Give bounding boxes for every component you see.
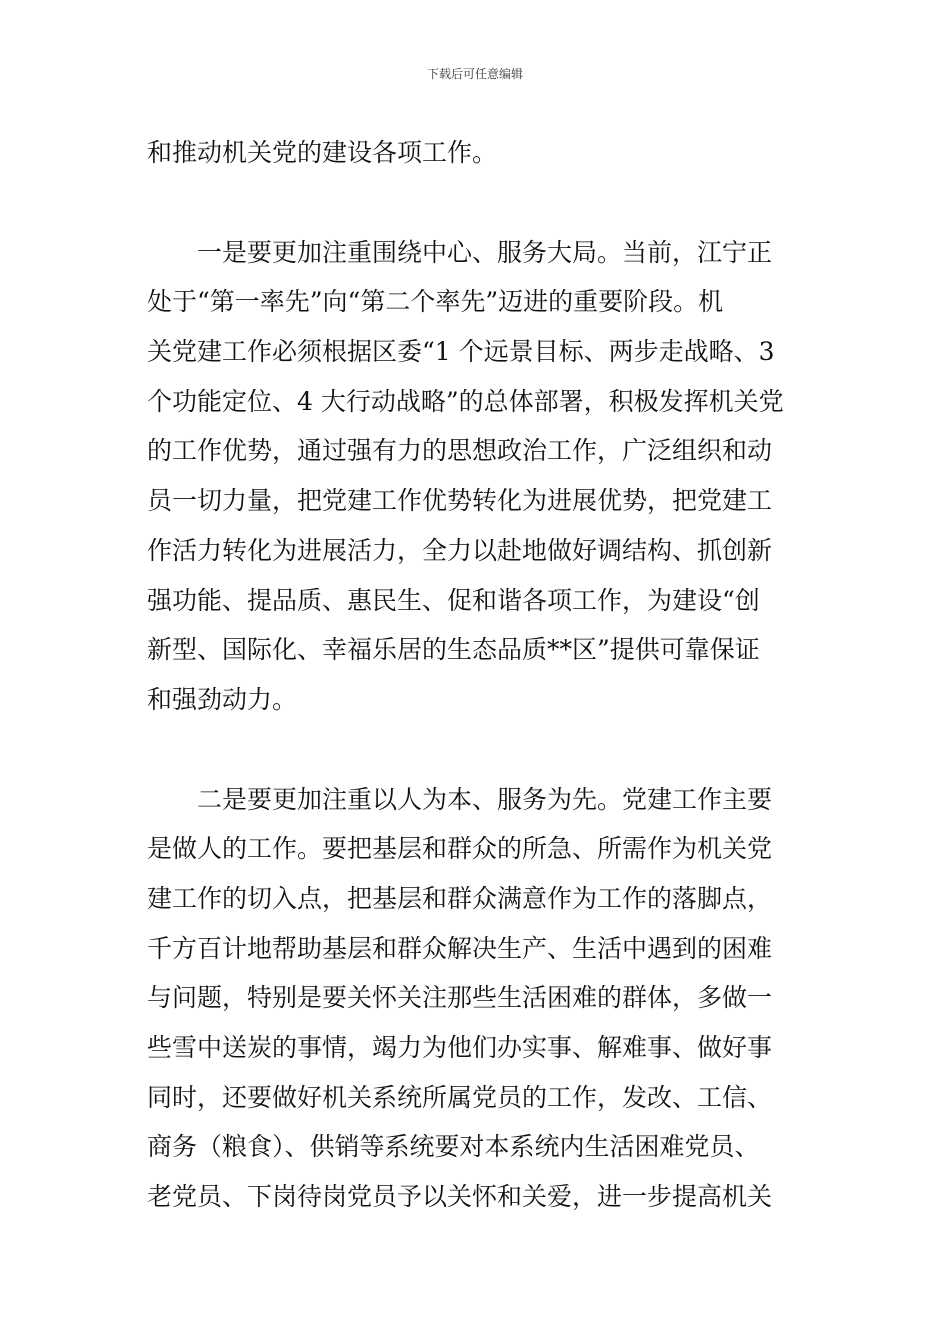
text-line: 同时，还要做好机关系统所属党员的工作，发改、工信、 [147,1082,773,1112]
text-line: 员一切力量，把党建工作优势转化为进展优势，把党建工 [147,486,773,516]
text-line: 的工作优势，通过强有力的思想政治工作，广泛组织和动 [147,436,773,466]
text-line: 作活力转化为进展活力，全力以赴地做好调结构、抓创新 [147,535,773,565]
paragraph-gap [147,725,807,775]
text-line: 些雪中送炭的事情，竭力为他们办实事、解难事、做好事 [147,1033,773,1062]
paragraph-continued [147,128,807,178]
text-line: 建工作的切入点，把基层和群众满意作为工作的落脚点， [147,883,773,913]
text-line: 和推动机关党的建设各项工作。 [147,138,498,167]
text-line: 关党建工作必须根据区委“1 个远景目标、两步走战略、3 [147,337,775,367]
text-line: 千方百计地帮助基层和群众解决生产、生活中遇到的困难 [147,933,773,963]
text-line: 新型、国际化、幸福乐居的生态品质**区”提供可靠保证 [147,635,760,665]
page-header: 下载后可任意编辑 [426,67,523,81]
text-line: 个功能定位、4 大行动战略”的总体部署，积极发挥机关党 [147,386,784,416]
paragraph-two [147,775,807,1222]
text-line: 是做人的工作。要把基层和群众的所急、所需作为机关党 [147,834,773,864]
text-line: 一是要更加注重围绕中心、服务大局。当前，江宁正 [197,237,773,267]
text-line: 商务（粮食）、供销等系统要对本系统内生活困难党员、 [147,1132,760,1162]
text-line: 老党员、下岗待岗党员予以关怀和关爱，进一步提高机关 [147,1182,773,1212]
text-line: 和强劲动力。 [147,684,298,714]
paragraph-one [147,228,807,725]
text-line: 二是要更加注重以人为本、服务为先。党建工作主要 [197,784,773,814]
text-line: 与问题，特别是要关怀关注那些生活困难的群体，多做一 [147,983,773,1013]
paragraph-gap [147,178,807,228]
text-line: 强功能、提品质、惠民生、促和谐各项工作，为建设“创 [147,585,760,615]
document-body [147,128,807,1222]
text-line: 处于“第一率先”向“第二个率先”迈进的重要阶段。机 [147,287,724,317]
